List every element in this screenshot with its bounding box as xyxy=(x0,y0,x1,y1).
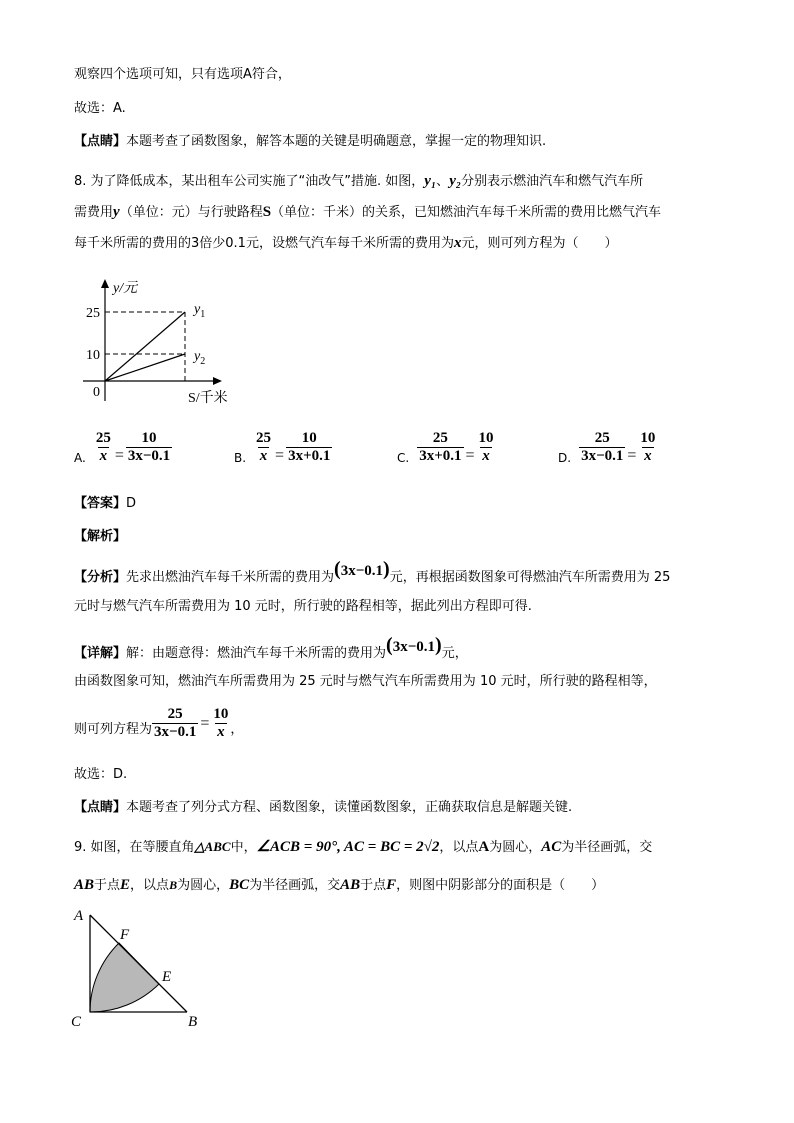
q9-text: 中， xyxy=(230,840,257,855)
point-f: F xyxy=(386,877,397,893)
shaded-region xyxy=(90,943,159,1012)
q9-text: ，则图中阴影部分的面积是（ ） xyxy=(396,878,605,893)
var-x: x xyxy=(453,235,462,251)
numerator: 10 xyxy=(213,706,229,722)
q8-text: 分别表示燃油汽车和燃气汽车所 xyxy=(461,174,644,189)
denominator: x xyxy=(99,448,108,464)
q9-text: 为圆心， xyxy=(489,840,542,855)
numerator: 10 xyxy=(478,430,494,446)
q8-line2 xyxy=(74,203,661,222)
denominator: x xyxy=(644,448,652,464)
comment-text: 本题考查了函数图象，解答本题的关键是明确题意，掌握一定的物理知识. xyxy=(126,134,547,149)
xiangjie-text: 元， xyxy=(441,646,468,661)
q9-text: ，以点 xyxy=(439,840,479,855)
analysis-tag: 【解析】 xyxy=(74,529,127,544)
equals: = xyxy=(200,714,210,732)
q9-text: 为半径画弧，交 xyxy=(561,840,653,855)
option-c[interactable] xyxy=(397,430,496,465)
fraction-right xyxy=(286,430,332,465)
q9-triangle-figure xyxy=(66,904,216,1029)
triangle-abc: △ABC xyxy=(194,839,231,854)
condition-expr: ∠ACB = 90°, AC = BC = 2√2 xyxy=(256,839,440,855)
q8-choose: 故选：D. xyxy=(74,767,128,782)
comment-tag: 【点睛】 xyxy=(74,134,127,149)
answer-line xyxy=(74,495,136,513)
numerator: 10 xyxy=(640,430,656,446)
denominator: 3x+0.1 xyxy=(419,448,462,464)
fraction-left xyxy=(579,430,625,465)
comment-text: 本题考查了列分式方程、函数图象，读懂函数图象，正确获取信息是解题关键. xyxy=(126,800,573,815)
q8-line1 xyxy=(74,172,643,191)
fraction-right xyxy=(211,706,230,741)
var-y: y xyxy=(113,204,120,220)
numerator: 10 xyxy=(141,430,157,446)
xiangjie-line1 xyxy=(74,634,468,663)
fraction-left xyxy=(94,430,113,465)
equation-text: 则可列方程为 xyxy=(74,722,153,737)
option-label: B. xyxy=(234,451,247,465)
q8-function-graph xyxy=(78,276,248,406)
segment-ab: AB xyxy=(340,877,361,893)
q8-comment xyxy=(74,799,572,817)
denominator: 3x−0.1 xyxy=(127,448,171,464)
fraction-right xyxy=(126,430,172,465)
answer-tag: 【答案】 xyxy=(74,496,127,511)
q8-text: 8. 为了降低成本，某出租车公司实施了“油改气”措施. 如图， xyxy=(74,174,425,189)
x-axis-arrow xyxy=(213,377,222,385)
answer-value: D xyxy=(126,496,137,511)
x-axis-label: S/千米 xyxy=(188,391,228,406)
separator: 、 xyxy=(436,174,450,189)
xiangjie-tag: 【详解】 xyxy=(74,646,127,661)
option-a[interactable] xyxy=(74,430,172,465)
q9-line1 xyxy=(74,838,652,857)
fraction-right xyxy=(638,430,657,465)
q9-text: 为半径画弧，交 xyxy=(249,878,341,893)
point-a: A xyxy=(478,839,490,855)
y-axis-arrow xyxy=(101,279,109,288)
var-s: S xyxy=(262,204,272,220)
denominator: 3x−0.1 xyxy=(154,724,197,740)
label-a: A xyxy=(74,908,84,924)
prev-choose: 故选：A. xyxy=(74,101,126,116)
q9-text: 为圆心， xyxy=(177,878,230,893)
numerator: 25 xyxy=(256,430,272,446)
tick-label-10: 10 xyxy=(86,348,100,363)
q9-text: 9. 如图，在等腰直角 xyxy=(74,840,195,855)
var-y1: y₁ xyxy=(424,173,437,189)
segment-bc: BC xyxy=(229,877,250,893)
q8-text: 需费用 xyxy=(74,205,114,220)
q9-text: 于点 xyxy=(360,878,387,893)
q8-text: （单位：元）与行驶路程 xyxy=(119,205,263,220)
option-label: A. xyxy=(74,451,86,465)
label-f: F xyxy=(120,927,130,943)
fenxi-text: 元，再根据函数图象可得燃油汽车所需费用为 25 xyxy=(389,570,671,585)
tick-label-25: 25 xyxy=(86,306,100,321)
prev-comment xyxy=(74,133,546,151)
numerator: 25 xyxy=(167,706,183,722)
denominator: x xyxy=(259,448,268,464)
expression: (3x−0.1) xyxy=(334,558,390,580)
point-e: E xyxy=(120,877,131,893)
label-b: B xyxy=(188,1014,198,1029)
comment-tag: 【点睛】 xyxy=(74,800,127,815)
numerator: 10 xyxy=(301,430,317,446)
option-d[interactable] xyxy=(558,430,657,465)
numerator: 25 xyxy=(594,430,610,446)
equation-line xyxy=(74,706,243,741)
fraction-left xyxy=(254,430,273,465)
equals: = xyxy=(114,447,124,464)
option-label: C. xyxy=(397,451,410,465)
line-y2-label: $y_2$ xyxy=(194,349,206,367)
xiangjie-line2: 由函数图象可知，燃油汽车所需费用为 25 元时与燃气汽车所需费用为 10 元时，所行驶的路程相等， xyxy=(74,674,657,689)
option-label: D. xyxy=(558,451,572,465)
fenxi-tag: 【分析】 xyxy=(74,570,127,585)
numerator: 25 xyxy=(95,430,111,446)
numerator: 25 xyxy=(432,430,448,446)
line-y1-label: $y_1$ xyxy=(194,302,206,320)
fraction-left xyxy=(417,430,463,465)
q8-text: （单位：千米）的关系，已知燃油汽车每千米所需的费用比燃气汽车 xyxy=(271,205,662,220)
line-y1 xyxy=(105,312,185,381)
analysis-heading xyxy=(74,528,126,546)
label-c: C xyxy=(71,1014,82,1029)
label-e: E xyxy=(162,969,172,985)
segment-ac: AC xyxy=(541,839,562,855)
line-y2 xyxy=(105,354,185,381)
q8-text: 每千米所需的费用的3倍少0.1元，设燃气汽车每千米所需的费用为 xyxy=(74,236,454,251)
origin-label: 0 xyxy=(93,385,100,400)
segment-ab: AB xyxy=(74,877,95,893)
fraction-left xyxy=(152,706,198,741)
fraction-right xyxy=(477,430,496,465)
prev-observation: 观察四个选项可知，只有选项A符合， xyxy=(74,67,291,82)
var-y2: y₂ xyxy=(449,173,462,189)
denominator: x xyxy=(217,724,225,740)
denominator: 3x−0.1 xyxy=(581,448,624,464)
xiangjie-text: 解：由题意得：燃油汽车每千米所需的费用为 xyxy=(126,646,387,661)
point-b: B xyxy=(169,878,178,892)
q8-text: 元，则可列方程为（ ） xyxy=(461,236,618,251)
q9-line2 xyxy=(74,876,604,895)
denominator: 3x+0.1 xyxy=(288,448,331,464)
equals: = xyxy=(627,447,637,464)
fenxi-text: 先求出燃油汽车每千米所需的费用为 xyxy=(126,570,335,585)
equals: = xyxy=(465,447,475,464)
expression: (3x−0.1) xyxy=(386,634,442,656)
denominator: x xyxy=(482,448,490,464)
q9-text: 于点 xyxy=(94,878,121,893)
q8-line3 xyxy=(74,234,617,253)
fenxi-line1 xyxy=(74,558,671,587)
equation-text: ， xyxy=(230,722,244,737)
y-axis-label: y/元 xyxy=(113,281,138,296)
fenxi-line2: 元时与燃气汽车所需费用为 10 元时，所行驶的路程相等，据此列出方程即可得. xyxy=(74,599,532,614)
q9-text: ，以点 xyxy=(130,878,170,893)
equals: = xyxy=(275,447,285,464)
option-b[interactable] xyxy=(234,430,332,465)
